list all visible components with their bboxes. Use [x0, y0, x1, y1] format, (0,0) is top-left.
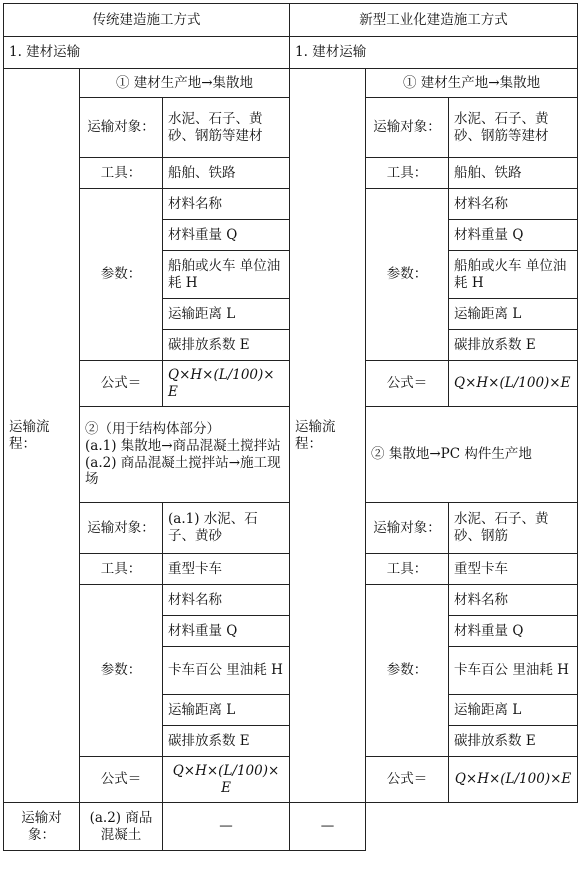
header-industrial: 新型工业化建造施工方式	[290, 4, 578, 37]
ind-step1-tool: 船舶、铁路	[449, 158, 578, 189]
trad-step1-param: 船舶或火车 单位油耗 H	[163, 251, 290, 299]
section-row	[4, 37, 578, 69]
trad-step2-object: (a.1) 水泥、石子、黄砂	[163, 503, 290, 554]
ind-step3-value: —	[290, 803, 366, 851]
step1-row	[4, 69, 578, 98]
trad-step2-param-label: 参数：	[80, 585, 163, 757]
header-row	[4, 4, 578, 37]
trad-step2-line: (a.1) 集散地→商品混凝土搅拌站	[85, 437, 281, 454]
ind-step1-param: 材料名称	[449, 189, 578, 220]
section-traditional: 1. 建材运输	[4, 37, 290, 69]
ind-step2-line: ② 集散地→PC 构件生产地	[371, 446, 532, 463]
trad-step1-tool-label: 工具：	[80, 158, 163, 189]
trad-step1: ① 建材生产地→集散地	[80, 69, 290, 98]
ind-step1-object: 水泥、石子、黄砂、钢筋等建材	[449, 98, 578, 158]
trad-step2-object-label: 运输对象：	[80, 503, 163, 554]
ind-step2-tool: 重型卡车	[449, 554, 578, 585]
ind-step1-param-label: 参数：	[366, 189, 449, 361]
ind-step2-object-label: 运输对象：	[366, 503, 449, 554]
ind-step1-object-label: 运输对象：	[366, 98, 449, 158]
trad-step2-tool-label: 工具：	[80, 554, 163, 585]
ind-step2-object: 水泥、石子、黄砂、钢筋	[449, 503, 578, 554]
trad-step2-param: 碳排放系数 E	[163, 726, 290, 757]
trad-step1-formula: Q×H×(L/100)×E	[163, 361, 290, 407]
flow-label-industrial: 运输流程：	[290, 69, 366, 803]
trad-step1-tool: 船舶、铁路	[163, 158, 290, 189]
trad-step2	[80, 407, 290, 503]
step3-row	[4, 803, 578, 851]
trad-step3-object-label: 运输对象：	[4, 803, 80, 851]
ind-step2-param: 运输距离 L	[449, 695, 578, 726]
trad-step1-param: 运输距离 L	[163, 299, 290, 330]
trad-step2-formula-label: 公式＝	[80, 757, 163, 803]
ind-step2-param-label: 参数：	[366, 585, 449, 757]
ind-step1-param: 运输距离 L	[449, 299, 578, 330]
ind-step1-formula: Q×H×(L/100)×E	[449, 361, 578, 407]
ind-step2-formula: Q×H×(L/100)×E	[449, 757, 578, 803]
header-traditional: 传统建造施工方式	[4, 4, 290, 37]
ind-step1-formula-label: 公式＝	[366, 361, 449, 407]
trad-step2-formula: Q×H×(L/100)×E	[163, 757, 290, 803]
trad-step2-param: 材料重量 Q	[163, 616, 290, 647]
trad-step2-line: (a.2) 商品混凝土搅拌站→施工现场	[85, 454, 281, 488]
trad-step1-object: 水泥、石子、黄砂、钢筋等建材	[163, 98, 290, 158]
section-industrial: 1. 建材运输	[290, 37, 578, 69]
trad-step3-object: (a.2) 商品混凝土	[80, 803, 163, 851]
trad-step2-tool: 重型卡车	[163, 554, 290, 585]
ind-step1-tool-label: 工具：	[366, 158, 449, 189]
trad-step1-param: 材料名称	[163, 189, 290, 220]
comparison-table	[3, 3, 578, 851]
ind-step1-param: 材料重量 Q	[449, 220, 578, 251]
trad-step2-param: 卡车百公 里油耗 H	[163, 647, 290, 695]
ind-step2	[366, 407, 578, 503]
ind-step2-param: 碳排放系数 E	[449, 726, 578, 757]
trad-step2-line: ②（用于结构体部分）	[85, 420, 220, 437]
ind-step2-tool-label: 工具：	[366, 554, 449, 585]
trad-step1-param: 材料重量 Q	[163, 220, 290, 251]
ind-step1-param: 碳排放系数 E	[449, 330, 578, 361]
ind-step2-param: 卡车百公 里油耗 H	[449, 647, 578, 695]
trad-step1-param: 碳排放系数 E	[163, 330, 290, 361]
trad-step1-param-label: 参数：	[80, 189, 163, 361]
ind-step1: ① 建材生产地→集散地	[366, 69, 578, 98]
trad-step2-param: 运输距离 L	[163, 695, 290, 726]
trad-step1-formula-label: 公式＝	[80, 361, 163, 407]
ind-step2-param: 材料重量 Q	[449, 616, 578, 647]
trad-step1-object-label: 运输对象：	[80, 98, 163, 158]
ind-step3-label: —	[163, 803, 290, 851]
ind-step1-param: 船舶或火车 单位油耗 H	[449, 251, 578, 299]
ind-step2-param: 材料名称	[449, 585, 578, 616]
ind-step2-formula-label: 公式＝	[366, 757, 449, 803]
trad-step2-param: 材料名称	[163, 585, 290, 616]
flow-label-traditional: 运输流程：	[4, 69, 80, 803]
